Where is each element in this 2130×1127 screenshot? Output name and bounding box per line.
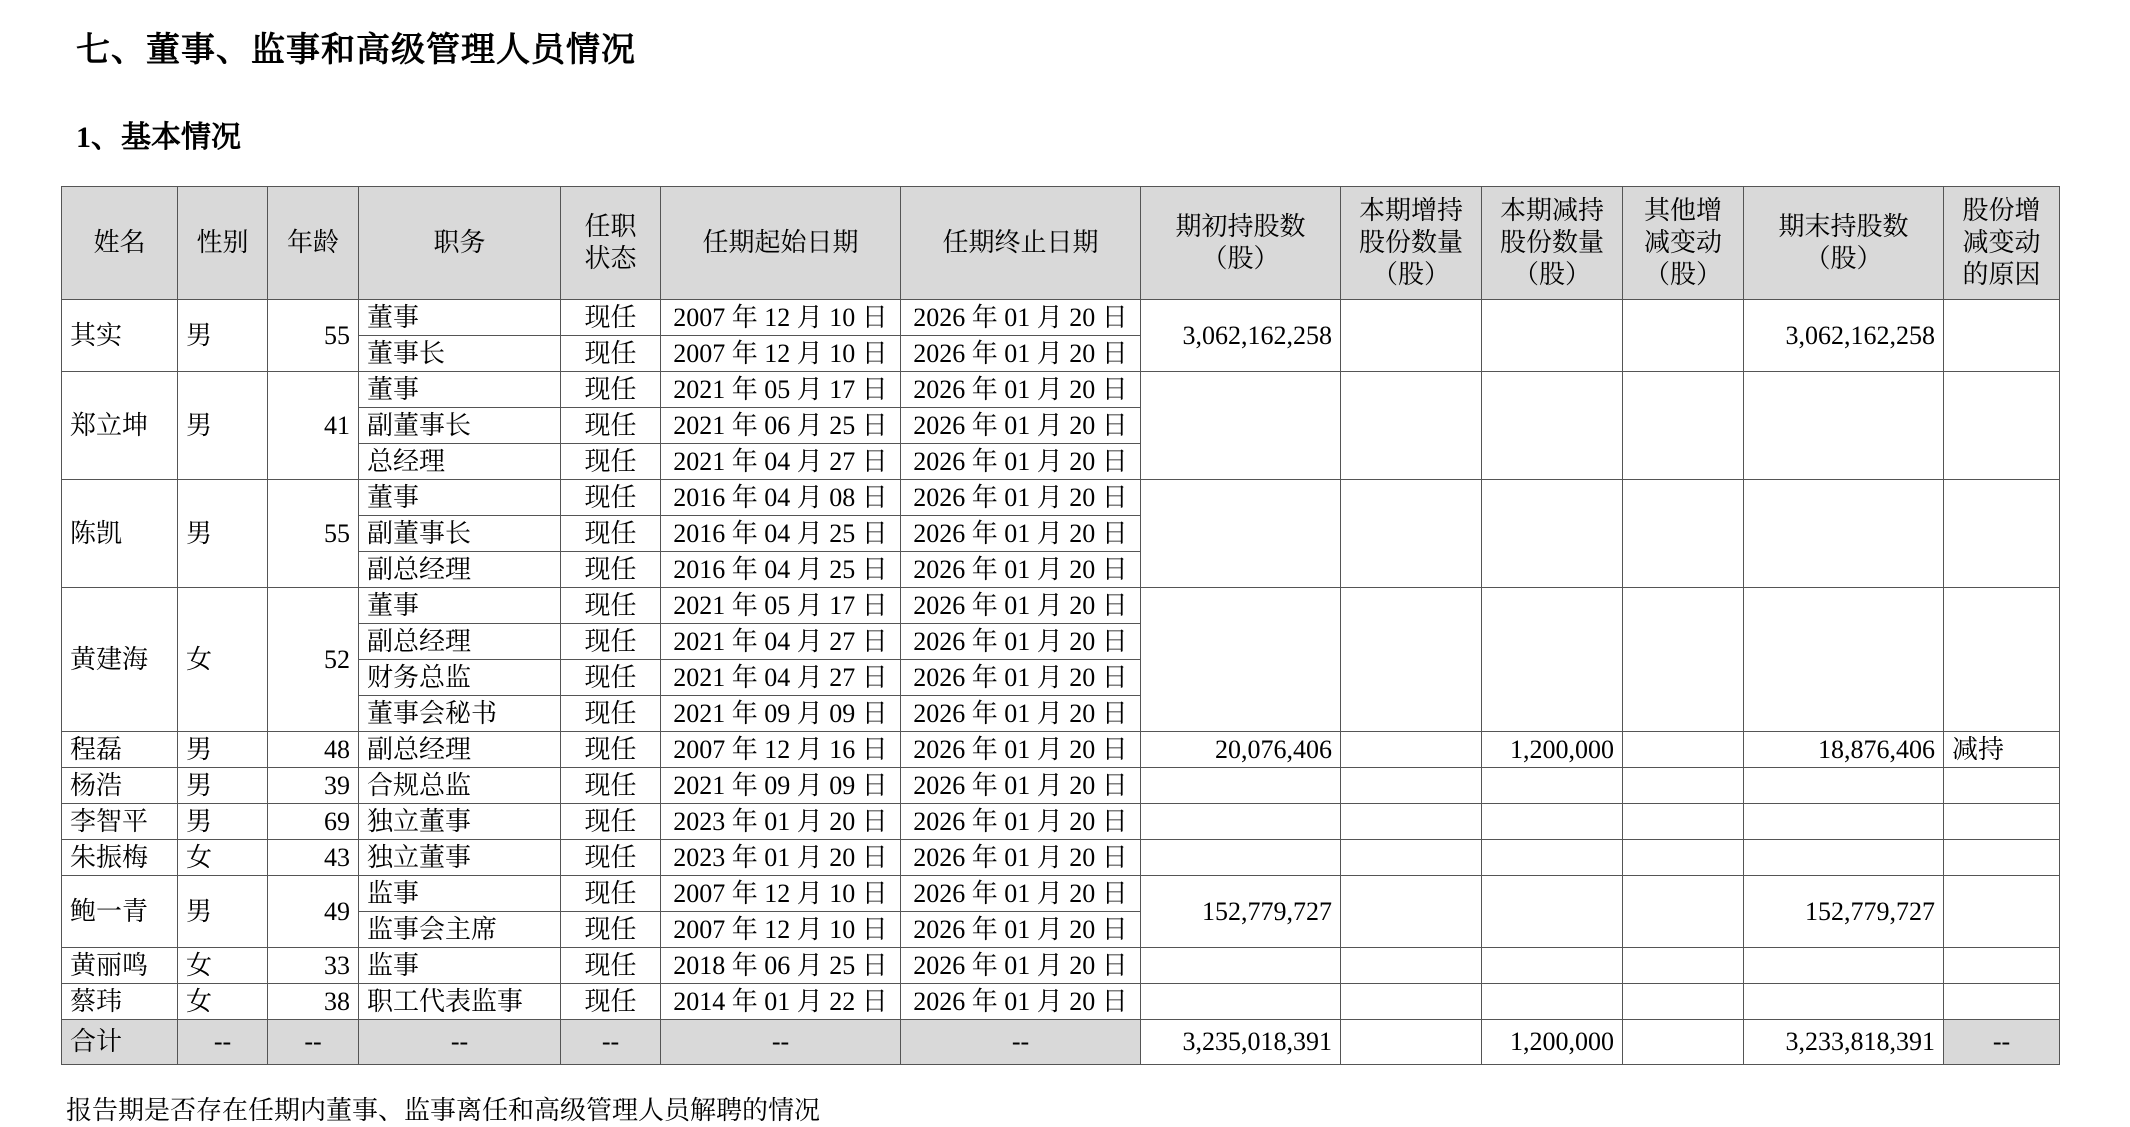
role-end-date: 2026 年 01 月 20 日 bbox=[901, 624, 1141, 660]
role-start-date: 2021 年 04 月 27 日 bbox=[661, 624, 901, 660]
increase-shares bbox=[1341, 804, 1482, 840]
table-row bbox=[62, 372, 2060, 408]
total-other bbox=[1623, 1020, 1744, 1065]
person-name: 李智平 bbox=[62, 804, 178, 840]
total-age: -- bbox=[268, 1020, 359, 1065]
role-status: 现任 bbox=[561, 804, 661, 840]
change-reason bbox=[1944, 480, 2060, 588]
role-status: 现任 bbox=[561, 912, 661, 948]
change-reason bbox=[1944, 876, 2060, 948]
other-change bbox=[1623, 732, 1744, 768]
end-shares bbox=[1744, 768, 1944, 804]
change-reason bbox=[1944, 948, 2060, 984]
increase-shares bbox=[1341, 876, 1482, 948]
increase-shares bbox=[1341, 840, 1482, 876]
begin-shares bbox=[1141, 840, 1341, 876]
begin-shares bbox=[1141, 948, 1341, 984]
role-end-date: 2026 年 01 月 20 日 bbox=[901, 552, 1141, 588]
table-body bbox=[62, 300, 2060, 1065]
change-reason bbox=[1944, 768, 2060, 804]
role-end-date: 2026 年 01 月 20 日 bbox=[901, 480, 1141, 516]
role-end-date: 2026 年 01 月 20 日 bbox=[901, 768, 1141, 804]
total-row bbox=[62, 1020, 2060, 1065]
person-name: 陈凯 bbox=[62, 480, 178, 588]
role-position: 总经理 bbox=[359, 444, 561, 480]
role-position: 董事长 bbox=[359, 336, 561, 372]
total-decrease: 1,200,000 bbox=[1482, 1020, 1623, 1065]
begin-shares bbox=[1141, 480, 1341, 588]
header-name: 姓名 bbox=[62, 187, 178, 300]
role-end-date: 2026 年 01 月 20 日 bbox=[901, 804, 1141, 840]
increase-shares bbox=[1341, 984, 1482, 1020]
decrease-shares bbox=[1482, 876, 1623, 948]
header-age: 年龄 bbox=[268, 187, 359, 300]
role-start-date: 2014 年 01 月 22 日 bbox=[661, 984, 901, 1020]
role-start-date: 2021 年 04 月 27 日 bbox=[661, 660, 901, 696]
role-start-date: 2016 年 04 月 08 日 bbox=[661, 480, 901, 516]
person-age: 43 bbox=[268, 840, 359, 876]
role-position: 副总经理 bbox=[359, 624, 561, 660]
role-end-date: 2026 年 01 月 20 日 bbox=[901, 696, 1141, 732]
begin-shares bbox=[1141, 588, 1341, 732]
header-begin-shares: 期初持股数（股） bbox=[1141, 187, 1341, 300]
begin-shares bbox=[1141, 804, 1341, 840]
other-change bbox=[1623, 804, 1744, 840]
role-status: 现任 bbox=[561, 768, 661, 804]
header-increase: 本期增持股份数量（股） bbox=[1341, 187, 1482, 300]
role-position: 独立董事 bbox=[359, 840, 561, 876]
role-position: 董事 bbox=[359, 372, 561, 408]
other-change bbox=[1623, 372, 1744, 480]
role-start-date: 2018 年 06 月 25 日 bbox=[661, 948, 901, 984]
role-start-date: 2007 年 12 月 10 日 bbox=[661, 300, 901, 336]
role-status: 现任 bbox=[561, 840, 661, 876]
header-other-change: 其他增减变动（股） bbox=[1623, 187, 1744, 300]
role-end-date: 2026 年 01 月 20 日 bbox=[901, 660, 1141, 696]
decrease-shares bbox=[1482, 984, 1623, 1020]
person-gender: 女 bbox=[178, 588, 268, 732]
person-name: 蔡玮 bbox=[62, 984, 178, 1020]
person-age: 49 bbox=[268, 876, 359, 948]
table-row bbox=[62, 480, 2060, 516]
total-start: -- bbox=[661, 1020, 901, 1065]
decrease-shares: 1,200,000 bbox=[1482, 732, 1623, 768]
change-reason bbox=[1944, 372, 2060, 480]
increase-shares bbox=[1341, 372, 1482, 480]
header-decrease: 本期减持股份数量（股） bbox=[1482, 187, 1623, 300]
other-change bbox=[1623, 876, 1744, 948]
role-status: 现任 bbox=[561, 516, 661, 552]
increase-shares bbox=[1341, 948, 1482, 984]
person-gender: 男 bbox=[178, 732, 268, 768]
table-row bbox=[62, 732, 2060, 768]
table-row bbox=[62, 768, 2060, 804]
table-row bbox=[62, 804, 2060, 840]
increase-shares bbox=[1341, 768, 1482, 804]
section-title: 七、董事、监事和高级管理人员情况 bbox=[76, 32, 636, 69]
decrease-shares bbox=[1482, 840, 1623, 876]
total-end: -- bbox=[901, 1020, 1141, 1065]
table-row bbox=[62, 948, 2060, 984]
role-status: 现任 bbox=[561, 588, 661, 624]
role-start-date: 2023 年 01 月 20 日 bbox=[661, 840, 901, 876]
role-status: 现任 bbox=[561, 336, 661, 372]
other-change bbox=[1623, 300, 1744, 372]
sub-title: 1、基本情况 bbox=[76, 121, 241, 154]
end-shares: 18,876,406 bbox=[1744, 732, 1944, 768]
person-name: 黄丽鸣 bbox=[62, 948, 178, 984]
total-gender: -- bbox=[178, 1020, 268, 1065]
person-age: 38 bbox=[268, 984, 359, 1020]
decrease-shares bbox=[1482, 768, 1623, 804]
role-start-date: 2007 年 12 月 10 日 bbox=[661, 876, 901, 912]
person-age: 55 bbox=[268, 300, 359, 372]
person-age: 41 bbox=[268, 372, 359, 480]
role-status: 现任 bbox=[561, 732, 661, 768]
role-end-date: 2026 年 01 月 20 日 bbox=[901, 984, 1141, 1020]
header-gender: 性别 bbox=[178, 187, 268, 300]
end-shares: 3,062,162,258 bbox=[1744, 300, 1944, 372]
increase-shares bbox=[1341, 300, 1482, 372]
total-begin-shares: 3,235,018,391 bbox=[1141, 1020, 1341, 1065]
table-header-row bbox=[62, 187, 2060, 300]
change-reason: 减持 bbox=[1944, 732, 2060, 768]
role-start-date: 2021 年 06 月 25 日 bbox=[661, 408, 901, 444]
role-status: 现任 bbox=[561, 696, 661, 732]
role-start-date: 2021 年 05 月 17 日 bbox=[661, 372, 901, 408]
role-end-date: 2026 年 01 月 20 日 bbox=[901, 336, 1141, 372]
end-shares bbox=[1744, 480, 1944, 588]
change-reason bbox=[1944, 984, 2060, 1020]
person-gender: 女 bbox=[178, 948, 268, 984]
person-age: 69 bbox=[268, 804, 359, 840]
change-reason bbox=[1944, 840, 2060, 876]
end-shares bbox=[1744, 948, 1944, 984]
table-row bbox=[62, 876, 2060, 912]
person-gender: 男 bbox=[178, 372, 268, 480]
role-position: 独立董事 bbox=[359, 804, 561, 840]
person-gender: 男 bbox=[178, 804, 268, 840]
increase-shares bbox=[1341, 732, 1482, 768]
person-age: 55 bbox=[268, 480, 359, 588]
header-end-date: 任期终止日期 bbox=[901, 187, 1141, 300]
header-end-shares: 期末持股数（股） bbox=[1744, 187, 1944, 300]
decrease-shares bbox=[1482, 804, 1623, 840]
table-row bbox=[62, 984, 2060, 1020]
role-position: 副总经理 bbox=[359, 732, 561, 768]
role-end-date: 2026 年 01 月 20 日 bbox=[901, 444, 1141, 480]
table-row bbox=[62, 300, 2060, 336]
role-status: 现任 bbox=[561, 552, 661, 588]
total-position: -- bbox=[359, 1020, 561, 1065]
role-status: 现任 bbox=[561, 300, 661, 336]
role-end-date: 2026 年 01 月 20 日 bbox=[901, 948, 1141, 984]
begin-shares bbox=[1141, 984, 1341, 1020]
role-position: 董事 bbox=[359, 588, 561, 624]
table-row bbox=[62, 588, 2060, 624]
end-shares bbox=[1744, 804, 1944, 840]
role-end-date: 2026 年 01 月 20 日 bbox=[901, 732, 1141, 768]
header-start-date: 任期起始日期 bbox=[661, 187, 901, 300]
role-start-date: 2021 年 09 月 09 日 bbox=[661, 768, 901, 804]
total-label: 合计 bbox=[62, 1020, 178, 1065]
role-end-date: 2026 年 01 月 20 日 bbox=[901, 588, 1141, 624]
end-shares bbox=[1744, 372, 1944, 480]
role-start-date: 2007 年 12 月 10 日 bbox=[661, 336, 901, 372]
person-gender: 男 bbox=[178, 480, 268, 588]
decrease-shares bbox=[1482, 948, 1623, 984]
begin-shares: 20,076,406 bbox=[1141, 732, 1341, 768]
person-gender: 男 bbox=[178, 300, 268, 372]
other-change bbox=[1623, 480, 1744, 588]
person-name: 程磊 bbox=[62, 732, 178, 768]
change-reason bbox=[1944, 588, 2060, 732]
footer-text: 报告期是否存在任期内董事、监事离任和高级管理人员解聘的情况 bbox=[66, 1096, 821, 1125]
role-end-date: 2026 年 01 月 20 日 bbox=[901, 372, 1141, 408]
role-end-date: 2026 年 01 月 20 日 bbox=[901, 912, 1141, 948]
role-start-date: 2007 年 12 月 10 日 bbox=[661, 912, 901, 948]
other-change bbox=[1623, 840, 1744, 876]
role-start-date: 2007 年 12 月 16 日 bbox=[661, 732, 901, 768]
change-reason bbox=[1944, 804, 2060, 840]
role-status: 现任 bbox=[561, 984, 661, 1020]
person-name: 其实 bbox=[62, 300, 178, 372]
header-position: 职务 bbox=[359, 187, 561, 300]
role-end-date: 2026 年 01 月 20 日 bbox=[901, 516, 1141, 552]
person-age: 39 bbox=[268, 768, 359, 804]
person-gender: 男 bbox=[178, 768, 268, 804]
begin-shares: 3,062,162,258 bbox=[1141, 300, 1341, 372]
role-start-date: 2023 年 01 月 20 日 bbox=[661, 804, 901, 840]
begin-shares bbox=[1141, 768, 1341, 804]
role-end-date: 2026 年 01 月 20 日 bbox=[901, 840, 1141, 876]
person-name: 郑立坤 bbox=[62, 372, 178, 480]
person-gender: 男 bbox=[178, 876, 268, 948]
person-name: 杨浩 bbox=[62, 768, 178, 804]
total-increase bbox=[1341, 1020, 1482, 1065]
begin-shares bbox=[1141, 372, 1341, 480]
person-name: 黄建海 bbox=[62, 588, 178, 732]
total-reason: -- bbox=[1944, 1020, 2060, 1065]
role-status: 现任 bbox=[561, 408, 661, 444]
role-start-date: 2021 年 09 月 09 日 bbox=[661, 696, 901, 732]
role-status: 现任 bbox=[561, 480, 661, 516]
role-start-date: 2021 年 05 月 17 日 bbox=[661, 588, 901, 624]
person-age: 33 bbox=[268, 948, 359, 984]
role-position: 财务总监 bbox=[359, 660, 561, 696]
role-end-date: 2026 年 01 月 20 日 bbox=[901, 876, 1141, 912]
increase-shares bbox=[1341, 588, 1482, 732]
decrease-shares bbox=[1482, 480, 1623, 588]
person-gender: 女 bbox=[178, 840, 268, 876]
person-name: 朱振梅 bbox=[62, 840, 178, 876]
decrease-shares bbox=[1482, 588, 1623, 732]
role-end-date: 2026 年 01 月 20 日 bbox=[901, 300, 1141, 336]
role-position: 监事 bbox=[359, 876, 561, 912]
end-shares: 152,779,727 bbox=[1744, 876, 1944, 948]
role-status: 现任 bbox=[561, 876, 661, 912]
person-gender: 女 bbox=[178, 984, 268, 1020]
role-status: 现任 bbox=[561, 624, 661, 660]
role-position: 董事 bbox=[359, 300, 561, 336]
increase-shares bbox=[1341, 480, 1482, 588]
role-position: 副董事长 bbox=[359, 516, 561, 552]
role-position: 副总经理 bbox=[359, 552, 561, 588]
role-start-date: 2021 年 04 月 27 日 bbox=[661, 444, 901, 480]
role-status: 现任 bbox=[561, 660, 661, 696]
role-start-date: 2016 年 04 月 25 日 bbox=[661, 516, 901, 552]
role-start-date: 2016 年 04 月 25 日 bbox=[661, 552, 901, 588]
end-shares bbox=[1744, 984, 1944, 1020]
begin-shares: 152,779,727 bbox=[1141, 876, 1341, 948]
role-position: 职工代表监事 bbox=[359, 984, 561, 1020]
role-status: 现任 bbox=[561, 948, 661, 984]
role-position: 副董事长 bbox=[359, 408, 561, 444]
total-end-shares: 3,233,818,391 bbox=[1744, 1020, 1944, 1065]
person-name: 鲍一青 bbox=[62, 876, 178, 948]
header-reason: 股份增减变动的原因 bbox=[1944, 187, 2060, 300]
change-reason bbox=[1944, 300, 2060, 372]
other-change bbox=[1623, 984, 1744, 1020]
header-status: 任职状态 bbox=[561, 187, 661, 300]
person-age: 48 bbox=[268, 732, 359, 768]
end-shares bbox=[1744, 840, 1944, 876]
management-table bbox=[61, 186, 2060, 1065]
other-change bbox=[1623, 588, 1744, 732]
role-status: 现任 bbox=[561, 444, 661, 480]
role-end-date: 2026 年 01 月 20 日 bbox=[901, 408, 1141, 444]
total-status: -- bbox=[561, 1020, 661, 1065]
other-change bbox=[1623, 948, 1744, 984]
role-position: 合规总监 bbox=[359, 768, 561, 804]
person-age: 52 bbox=[268, 588, 359, 732]
other-change bbox=[1623, 768, 1744, 804]
role-position: 董事会秘书 bbox=[359, 696, 561, 732]
role-position: 监事会主席 bbox=[359, 912, 561, 948]
role-status: 现任 bbox=[561, 372, 661, 408]
role-position: 董事 bbox=[359, 480, 561, 516]
decrease-shares bbox=[1482, 300, 1623, 372]
role-position: 监事 bbox=[359, 948, 561, 984]
decrease-shares bbox=[1482, 372, 1623, 480]
table-row bbox=[62, 840, 2060, 876]
end-shares bbox=[1744, 588, 1944, 732]
